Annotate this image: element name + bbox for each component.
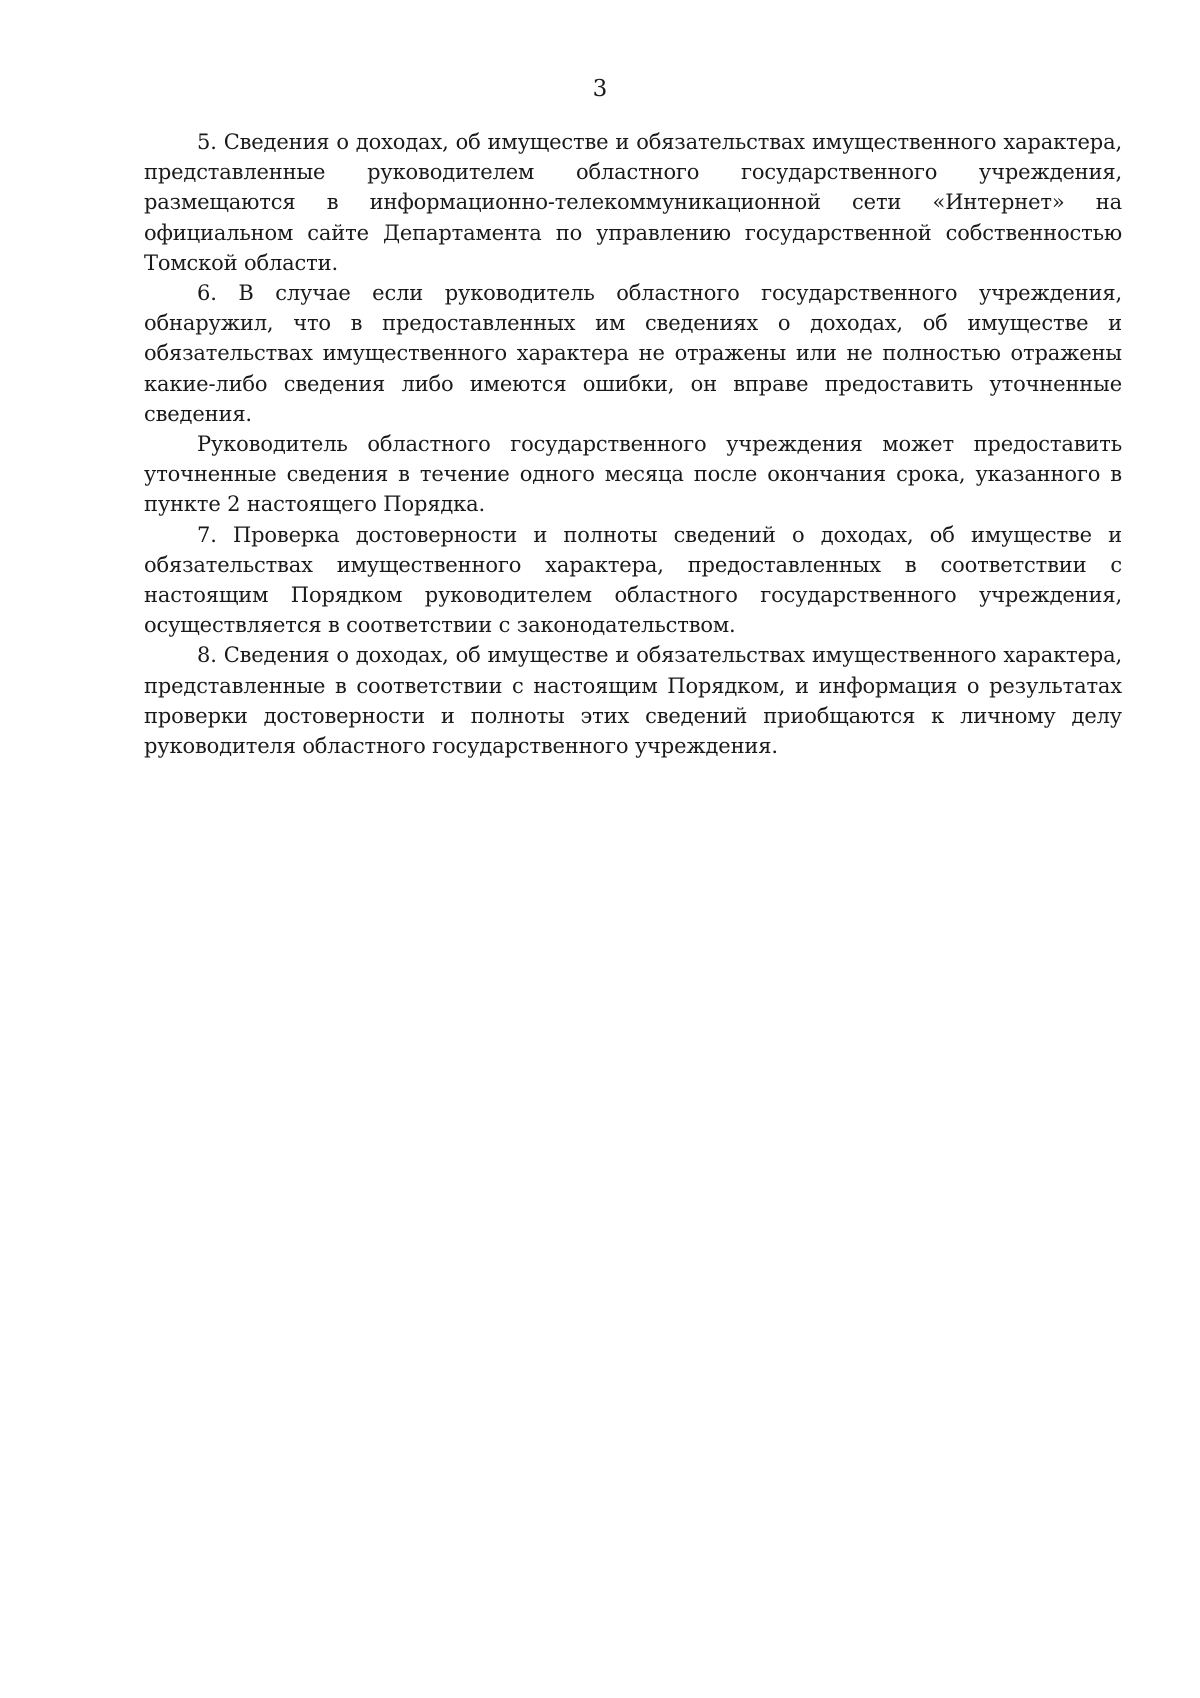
document-body: [144, 127, 1122, 761]
page-number: 3: [592, 76, 608, 102]
paragraph-6: 6. В случае если руководитель областного государственного учреждения, обнаружил, что в предоставленных им сведениях о доходах, об имуществе и обязательствах имущественного характера не отражены или не полностью отражены какие-либо сведения либо имеются ошибки, он вправе предоставить уточненные сведения.: [144, 281, 1122, 426]
paragraph-5: 5. Сведения о доходах, об имуществе и обязательствах имущественного характера, представленные руководителем областного государственного учреждения, размещаются в информационно-телекоммуникационной сети «Интернет» на официальном сайте Департамента по управлению государственной собственностью Томской области.: [144, 130, 1122, 275]
paragraph-8: 8. Сведения о доходах, об имуществе и обязательствах имущественного характера, представленные в соответствии с настоящим Порядком, и информация о результатах проверки достоверности и полноты этих сведений приобщаются к личному делу руководителя областного государственного учреждения.: [144, 643, 1122, 759]
paragraph-7: 7. Проверка достоверности и полноты сведений о доходах, об имуществе и обязательствах имущественного характера, предоставленных в соответствии с настоящим Порядком руководителем областного государственного учреждения, осуществляется в соответствии с законодательством.: [144, 522, 1122, 638]
paragraph-6-continuation: Руководитель областного государственного учреждения может предоставить уточненные сведения в течение одного месяца после окончания срока, указанного в пункте 2 настоящего Порядка.: [144, 432, 1122, 517]
